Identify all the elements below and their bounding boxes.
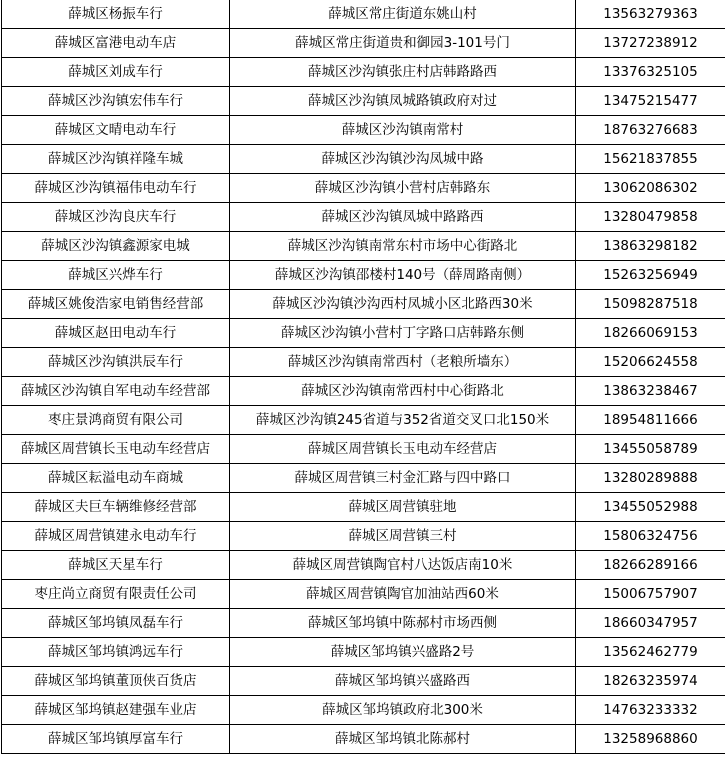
dealer-address-cell: 薛城区周营镇三村 — [230, 522, 576, 551]
dealer-name-cell: 薛城区邹坞镇鸿远车行 — [2, 638, 230, 667]
dealer-name-cell: 薛城区邹坞镇凤磊车行 — [2, 609, 230, 638]
dealer-name-cell: 薛城区沙沟镇自军电动车经营部 — [2, 377, 230, 406]
dealer-name-cell: 薛城区沙沟镇洪辰车行 — [2, 348, 230, 377]
dealer-address-cell: 薛城区周营镇驻地 — [230, 493, 576, 522]
dealer-name-cell: 薛城区兴烨车行 — [2, 261, 230, 290]
dealer-phone-cell: 15263256949 — [576, 261, 725, 290]
dealer-address-cell: 薛城区沙沟镇小营村丁字路口店韩路东侧 — [230, 319, 576, 348]
dealer-phone-cell: 13062086302 — [576, 174, 725, 203]
dealer-phone-cell: 15806324756 — [576, 522, 725, 551]
table-row — [2, 319, 725, 348]
dealer-address-cell: 薛城区邹坞镇中陈郝村市场西侧 — [230, 609, 576, 638]
dealer-address-cell: 薛城区周营镇三村金汇路与四中路口 — [230, 464, 576, 493]
dealer-address-cell: 薛城区沙沟镇南常东村市场中心街路北 — [230, 232, 576, 261]
dealer-phone-cell: 18266069153 — [576, 319, 725, 348]
table-row — [2, 203, 725, 232]
dealer-address-cell: 薛城区邹坞镇兴盛路西 — [230, 667, 576, 696]
dealer-address-cell: 薛城区沙沟镇凤城中路路西 — [230, 203, 576, 232]
dealer-name-cell: 枣庄景鸿商贸有限公司 — [2, 406, 230, 435]
dealer-table-body — [2, 0, 725, 754]
table-row — [2, 406, 725, 435]
dealer-address-cell: 薛城区沙沟镇沙沟西村凤城小区北路西30米 — [230, 290, 576, 319]
dealer-address-cell: 薛城区沙沟镇张庄村店韩路路西 — [230, 58, 576, 87]
dealer-name-cell: 薛城区沙沟镇福伟电动车行 — [2, 174, 230, 203]
table-row — [2, 435, 725, 464]
dealer-address-cell: 薛城区周营镇陶官加油站西60米 — [230, 580, 576, 609]
table-row — [2, 522, 725, 551]
dealer-name-cell: 薛城区夫巨车辆维修经营部 — [2, 493, 230, 522]
dealer-name-cell: 薛城区富港电动车店 — [2, 29, 230, 58]
dealer-phone-cell: 18763276683 — [576, 116, 725, 145]
dealer-phone-cell: 13863298182 — [576, 232, 725, 261]
dealer-phone-cell: 13258968860 — [576, 725, 725, 754]
dealer-address-cell: 薛城区沙沟镇南常西村中心街路北 — [230, 377, 576, 406]
table-row — [2, 638, 725, 667]
dealer-phone-cell: 13727238912 — [576, 29, 725, 58]
dealer-phone-cell: 15098287518 — [576, 290, 725, 319]
dealer-phone-cell: 14763233332 — [576, 696, 725, 725]
dealer-address-cell: 薛城区沙沟镇南常西村（老粮所墙东） — [230, 348, 576, 377]
table-row — [2, 290, 725, 319]
table-row — [2, 725, 725, 754]
table-row — [2, 29, 725, 58]
dealer-table — [1, 0, 725, 754]
dealer-address-cell: 薛城区沙沟镇小营村店韩路东 — [230, 174, 576, 203]
table-row — [2, 232, 725, 261]
table-row — [2, 580, 725, 609]
dealer-address-cell: 薛城区邹坞镇北陈郝村 — [230, 725, 576, 754]
table-row — [2, 696, 725, 725]
dealer-phone-cell: 13563279363 — [576, 0, 725, 29]
dealer-name-cell: 薛城区沙沟镇鑫源家电城 — [2, 232, 230, 261]
dealer-name-cell: 薛城区姚俊浩家电销售经营部 — [2, 290, 230, 319]
dealer-phone-cell: 13863238467 — [576, 377, 725, 406]
dealer-name-cell: 薛城区沙沟镇祥隆车城 — [2, 145, 230, 174]
dealer-phone-cell: 13562462779 — [576, 638, 725, 667]
dealer-phone-cell: 13280479858 — [576, 203, 725, 232]
dealer-phone-cell: 15621837855 — [576, 145, 725, 174]
dealer-address-cell: 薛城区周营镇陶官村八达饭店南10米 — [230, 551, 576, 580]
dealer-address-cell: 薛城区常庄街道贵和御园3-101号门 — [230, 29, 576, 58]
table-row — [2, 174, 725, 203]
table-row — [2, 58, 725, 87]
table-row — [2, 261, 725, 290]
dealer-name-cell: 薛城区邹坞镇赵建强车业店 — [2, 696, 230, 725]
dealer-phone-cell: 15006757907 — [576, 580, 725, 609]
dealer-phone-cell: 13280289888 — [576, 464, 725, 493]
table-row — [2, 348, 725, 377]
table-row — [2, 551, 725, 580]
dealer-address-cell: 薛城区沙沟镇邵楼村140号（薛周路南侧） — [230, 261, 576, 290]
dealer-phone-cell: 18660347957 — [576, 609, 725, 638]
dealer-name-cell: 薛城区沙沟镇宏伟车行 — [2, 87, 230, 116]
dealer-phone-cell: 18263235974 — [576, 667, 725, 696]
dealer-phone-cell: 13475215477 — [576, 87, 725, 116]
dealer-phone-cell: 18954811666 — [576, 406, 725, 435]
table-row — [2, 609, 725, 638]
table-row — [2, 667, 725, 696]
dealer-phone-cell: 15206624558 — [576, 348, 725, 377]
table-row — [2, 493, 725, 522]
dealer-name-cell: 枣庄尚立商贸有限责任公司 — [2, 580, 230, 609]
dealer-address-cell: 薛城区常庄街道东姚山村 — [230, 0, 576, 29]
dealer-name-cell: 薛城区刘成车行 — [2, 58, 230, 87]
dealer-address-cell: 薛城区沙沟镇245省道与352省道交叉口北150米 — [230, 406, 576, 435]
dealer-name-cell: 薛城区周营镇建永电动车行 — [2, 522, 230, 551]
dealer-phone-cell: 18266289166 — [576, 551, 725, 580]
dealer-name-cell: 薛城区文晴电动车行 — [2, 116, 230, 145]
dealer-name-cell: 薛城区邹坞镇董顶侠百货店 — [2, 667, 230, 696]
dealer-address-cell: 薛城区邹坞镇政府北300米 — [230, 696, 576, 725]
dealer-address-cell: 薛城区沙沟镇南常村 — [230, 116, 576, 145]
dealer-address-cell: 薛城区邹坞镇兴盛路2号 — [230, 638, 576, 667]
dealer-name-cell: 薛城区周营镇长玉电动车经营店 — [2, 435, 230, 464]
dealer-phone-cell: 13376325105 — [576, 58, 725, 87]
dealer-address-cell: 薛城区沙沟镇凤城路镇政府对过 — [230, 87, 576, 116]
dealer-name-cell: 薛城区邹坞镇厚富车行 — [2, 725, 230, 754]
dealer-phone-cell: 13455058789 — [576, 435, 725, 464]
table-row — [2, 87, 725, 116]
table-row — [2, 145, 725, 174]
dealer-phone-cell: 13455052988 — [576, 493, 725, 522]
dealer-name-cell: 薛城区耘溢电动车商城 — [2, 464, 230, 493]
dealer-name-cell: 薛城区杨振车行 — [2, 0, 230, 29]
table-row — [2, 377, 725, 406]
dealer-address-cell: 薛城区周营镇长玉电动车经营店 — [230, 435, 576, 464]
table-row — [2, 464, 725, 493]
table-row — [2, 0, 725, 29]
dealer-address-cell: 薛城区沙沟镇沙沟凤城中路 — [230, 145, 576, 174]
dealer-name-cell: 薛城区天星车行 — [2, 551, 230, 580]
dealer-name-cell: 薛城区沙沟良庆车行 — [2, 203, 230, 232]
dealer-name-cell: 薛城区赵田电动车行 — [2, 319, 230, 348]
table-row — [2, 116, 725, 145]
